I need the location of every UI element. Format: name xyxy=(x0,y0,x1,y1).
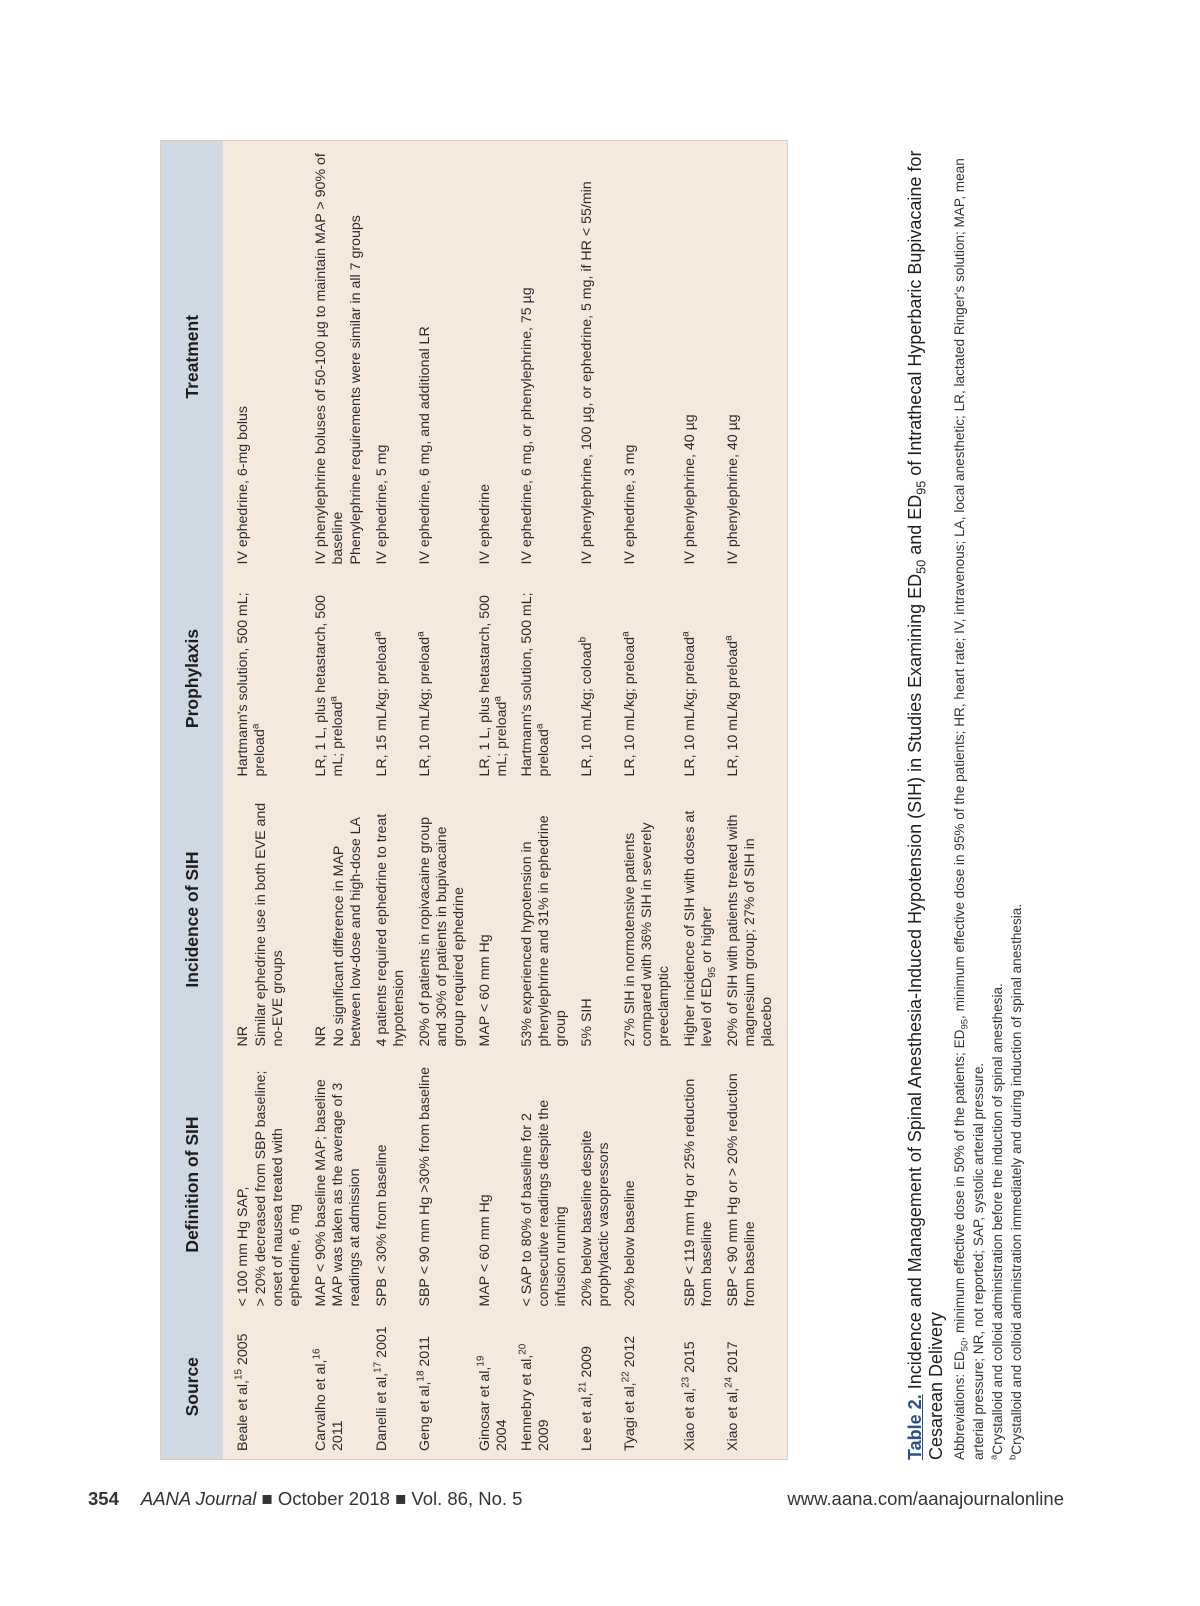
definition-line: 20% below baseline despite prophylactic vasopressors xyxy=(579,1130,612,1307)
cell-prophylaxis xyxy=(223,573,307,785)
source-ref: 23 xyxy=(680,1376,692,1388)
table-caption xyxy=(905,140,947,1460)
cell-definition xyxy=(368,1055,411,1315)
caption-text-2: and ED xyxy=(905,494,925,560)
table-row xyxy=(676,141,719,1460)
cell-source xyxy=(616,1315,676,1460)
source-year: 2015 xyxy=(682,1341,698,1377)
cell-source xyxy=(513,1315,573,1460)
footnote-mark: a xyxy=(534,723,546,730)
incidence-line: 20% of SIH with patients treated with magnesium group; 27% of SIH in placebo xyxy=(725,814,775,1047)
table-row xyxy=(616,141,676,1460)
incidence-sub: 95 xyxy=(706,966,718,978)
source-author: Ginosar et al, xyxy=(477,1366,493,1451)
source-ref: 22 xyxy=(620,1371,632,1383)
cell-source xyxy=(368,1315,411,1460)
incidence-line: NR xyxy=(235,1026,251,1047)
definition-line: > 20% decreased from SBP baseline; onset of nausea treated with ephedrine, 6 mg xyxy=(253,1070,303,1307)
caption-sub-2: 95 xyxy=(914,480,929,495)
incidence-line: No significant difference in MAP between low-dose and high-dose LA xyxy=(331,816,364,1047)
table-row xyxy=(307,141,368,1460)
cell-treatment xyxy=(676,141,719,573)
header-treatment: Treatment xyxy=(161,141,224,573)
treatment-line: IV phenylephrine, 100 µg, or ephedrine, 5 mg, if HR < 55/min xyxy=(579,181,595,565)
treatment-line: IV phenylephrine, 40 µg xyxy=(682,414,698,565)
treatment-line: IV ephedrine, 6-mg bolus xyxy=(235,405,251,565)
cell-incidence xyxy=(471,785,513,1055)
cell-prophylaxis xyxy=(307,573,368,785)
source-year: 2005 xyxy=(235,1333,251,1369)
cell-incidence xyxy=(223,785,307,1055)
treatment-line: IV ephedrine, 6 mg, or phenylephrine, 75 µg xyxy=(519,287,535,565)
cell-treatment xyxy=(411,141,471,573)
rotated-table-page xyxy=(160,140,1024,1460)
prophylaxis-text: Hartmann's solution, 500 mL; preload xyxy=(519,592,552,777)
incidence-text: or higher xyxy=(699,906,715,967)
cell-definition xyxy=(411,1055,471,1315)
prophylaxis-text: LR, 10 mL/kg; preload xyxy=(417,636,433,777)
prophylaxis-text: LR, 10 mL/kg; preload xyxy=(622,636,638,777)
source-ref: 21 xyxy=(577,1381,589,1393)
table-row xyxy=(223,141,307,1460)
definition-line: < SAP to 80% of baseline for 2 consecutive readings despite the infusion running xyxy=(519,1099,569,1307)
source-author: Lee et al, xyxy=(579,1392,595,1451)
cell-incidence xyxy=(368,785,411,1055)
treatment-line: IV ephedrine xyxy=(477,484,493,565)
cell-prophylaxis xyxy=(719,573,788,785)
page-footer xyxy=(88,1488,1064,1510)
table-notes xyxy=(950,140,1026,1460)
cell-source xyxy=(573,1315,616,1460)
source-year: 2009 xyxy=(579,1346,595,1382)
footnote-mark: a xyxy=(620,631,632,637)
prophylaxis-text: Hartmann's solution, 500 mL; preload xyxy=(235,592,268,777)
source-year: 2001 xyxy=(374,1326,390,1362)
cell-definition xyxy=(719,1055,788,1315)
abbrev-sub-2: 95 xyxy=(959,1018,971,1030)
cell-source xyxy=(676,1315,719,1460)
header-incidence: Incidence of SIH xyxy=(161,785,224,1055)
footnote-b xyxy=(1007,140,1026,1460)
cell-prophylaxis xyxy=(411,573,471,785)
issue-info: ■ October 2018 ■ Vol. 86, No. 5 xyxy=(256,1488,523,1509)
cell-prophylaxis xyxy=(573,573,616,785)
footnote-text: Crystalloid and colloid administration immediately and during induction of spinal anesthesia. xyxy=(1009,903,1024,1455)
source-ref: 18 xyxy=(415,1370,427,1382)
source-ref: 16 xyxy=(311,1348,323,1360)
definition-line: SBP < 119 mm Hg or 25% reduction from baseline xyxy=(682,1078,715,1307)
abbrev-text-1: Abbreviations: ED xyxy=(952,1351,967,1460)
cell-definition xyxy=(513,1055,573,1315)
definition-line: SBP < 90 mm Hg >30% from baseline xyxy=(417,1067,433,1307)
abbrev-text-3: , minimum effective dose in 95% of the patients; HR, heart rate; IV, intravenous; LA, local anesthetic; LR, lactated Ringer's solution; MAP, mean arterial pressure; NR, not reported; SAP, systolic arterial pressure. xyxy=(952,158,986,1460)
cell-definition xyxy=(223,1055,307,1315)
journal-name: AANA Journal xyxy=(140,1488,257,1509)
cell-definition xyxy=(573,1055,616,1315)
cell-incidence xyxy=(411,785,471,1055)
footnote-mark: a xyxy=(680,631,692,637)
caption-text-3: of Intrathecal Hyperbaric Bupivacaine for Cesarean Delivery xyxy=(905,150,946,1460)
definition-line: SPB < 30% from baseline xyxy=(374,1144,390,1307)
cell-treatment xyxy=(719,141,788,573)
source-author: Danelli et al, xyxy=(374,1372,390,1451)
footnote-a xyxy=(988,140,1007,1460)
cell-prophylaxis xyxy=(676,573,719,785)
cell-treatment xyxy=(471,141,513,573)
cell-incidence xyxy=(676,785,719,1055)
source-author: Hennebry et al, xyxy=(519,1354,535,1451)
definition-line: MAP < 60 mm Hg xyxy=(477,1194,493,1307)
source-year: 2012 xyxy=(622,1335,638,1372)
footnote-mark: a xyxy=(372,631,384,637)
footnote-mark: a xyxy=(988,1454,1000,1460)
header-source: Source xyxy=(161,1315,224,1460)
source-year: 2004 xyxy=(494,1419,510,1451)
prophylaxis-text: LR, 10 mL/kg; coload xyxy=(579,642,595,777)
cell-treatment xyxy=(616,141,676,573)
treatment-line: IV ephedrine, 5 mg xyxy=(374,444,390,565)
source-author: Carvalho et al, xyxy=(313,1359,329,1451)
cell-source xyxy=(471,1315,513,1460)
abbrev-sub-1: 50 xyxy=(959,1340,971,1352)
footnote-mark: a xyxy=(492,696,504,702)
source-author: Tyagi et al, xyxy=(622,1382,638,1451)
treatment-line: Phenylephrine requirements were similar in all 7 groups xyxy=(348,215,364,565)
source-ref: 19 xyxy=(475,1355,487,1367)
source-ref: 24 xyxy=(723,1376,735,1388)
footnote-mark: a xyxy=(328,696,340,702)
source-year: 2011 xyxy=(417,1336,433,1371)
treatment-line: IV ephedrine, 6 mg, and additional LR xyxy=(417,326,433,565)
cell-prophylaxis xyxy=(471,573,513,785)
cell-definition xyxy=(307,1055,368,1315)
cell-prophylaxis xyxy=(616,573,676,785)
table-row xyxy=(573,141,616,1460)
cell-treatment xyxy=(513,141,573,573)
treatment-line: IV phenylephrine, 40 µg xyxy=(725,414,741,565)
cell-incidence xyxy=(307,785,368,1055)
cell-definition xyxy=(676,1055,719,1315)
table-body xyxy=(223,141,788,1460)
abbreviations xyxy=(950,140,988,1460)
source-ref: 17 xyxy=(372,1361,384,1373)
cell-prophylaxis xyxy=(368,573,411,785)
cell-incidence xyxy=(719,785,788,1055)
cell-definition xyxy=(616,1055,676,1315)
footnote-mark: a xyxy=(250,723,262,730)
header-prophylaxis: Prophylaxis xyxy=(161,573,224,785)
treatment-line: IV phenylephrine boluses of 50-100 µg to maintain MAP > 90% of baseline xyxy=(313,153,346,565)
cell-treatment xyxy=(307,141,368,573)
table-row xyxy=(719,141,788,1460)
incidence-line: 5% SIH xyxy=(579,998,595,1047)
incidence-text: Higher incidence of SIH with doses at level of ED xyxy=(682,810,715,1047)
incidence-line: 20% of patients in ropivacaine group and 30% of patients in bupivacaine group required ephedrine xyxy=(417,816,467,1047)
cell-incidence xyxy=(573,785,616,1055)
incidence-line xyxy=(682,793,716,1047)
footnote-mark: a xyxy=(415,631,427,637)
cell-prophylaxis xyxy=(513,573,573,785)
definition-line: SBP < 90 mm Hg or > 20% reduction from baseline xyxy=(725,1073,758,1307)
source-author: Xiao et al, xyxy=(725,1387,741,1451)
source-author: Xiao et al, xyxy=(682,1387,698,1451)
incidence-line: Similar ephedrine use in both EVE and no-EVE groups xyxy=(253,802,286,1047)
source-year: 2017 xyxy=(725,1341,741,1377)
prophylaxis-text: LR, 10 mL/kg preload xyxy=(725,640,741,777)
prophylaxis-text: LR, 15 mL/kg; preload xyxy=(374,636,390,777)
table-header-row xyxy=(161,141,224,1460)
footnote-text: Crystalloid and colloid administration before the induction of spinal anesthesia. xyxy=(990,983,1005,1455)
definition-line: 20% below baseline xyxy=(622,1180,638,1307)
table-row xyxy=(411,141,471,1460)
source-year: 2009 xyxy=(536,1419,552,1451)
table-row xyxy=(368,141,411,1460)
incidence-line: MAP < 60 mm Hg xyxy=(477,934,493,1047)
footnote-mark: b xyxy=(1007,1454,1019,1460)
source-ref: 15 xyxy=(233,1368,245,1380)
definition-line: MAP < 90% baseline MAP; baseline MAP was taken as the average of 3 readings at admission xyxy=(313,1079,363,1307)
treatment-line: IV ephedrine, 3 mg xyxy=(622,444,638,565)
source-year: 2011 xyxy=(330,1420,346,1451)
footnote-mark: a xyxy=(723,635,735,641)
cell-source xyxy=(223,1315,307,1460)
incidence-line: NR xyxy=(313,1026,329,1047)
data-table xyxy=(160,140,788,1460)
prophylaxis-text: LR, 1 L, plus hetastarch, 500 mL; preload xyxy=(313,595,346,777)
caption-text-1: Incidence and Management of Spinal Anesthesia-Induced Hypotension (SIH) in Studies Examining ED xyxy=(905,573,925,1395)
definition-line: < 100 mm Hg SAP, xyxy=(235,1186,251,1307)
cell-incidence xyxy=(616,785,676,1055)
incidence-line: 27% SIH in normotensive patients compared with 36% SIH in severely preeclamptic xyxy=(622,822,672,1047)
header-definition: Definition of SIH xyxy=(161,1055,224,1315)
table-row xyxy=(513,141,573,1460)
cell-treatment xyxy=(573,141,616,573)
cell-treatment xyxy=(368,141,411,573)
cell-definition xyxy=(471,1055,513,1315)
cell-source xyxy=(411,1315,471,1460)
source-author: Beale et al, xyxy=(235,1380,251,1451)
cell-source xyxy=(307,1315,368,1460)
journal-url-link[interactable]: www.aana.com/aanajournalonline xyxy=(787,1488,1064,1509)
cell-treatment xyxy=(223,141,307,573)
table-label: Table 2. xyxy=(905,1394,925,1460)
prophylaxis-text: LR, 10 mL/kg; preload xyxy=(682,636,698,777)
incidence-line: 53% experienced hypotension in phenylephrine and 31% in ephedrine group xyxy=(519,815,569,1047)
prophylaxis-text: LR, 1 L, plus hetastarch, 500 mL; preload xyxy=(477,595,510,777)
cell-incidence xyxy=(513,785,573,1055)
caption-sub-1: 50 xyxy=(914,559,929,574)
incidence-line: 4 patients required ephedrine to treat hypotension xyxy=(374,813,407,1047)
cell-source xyxy=(719,1315,788,1460)
abbrev-text-2: , minimum effective dose in 50% of the patients; ED xyxy=(952,1029,967,1341)
page-number: 354 xyxy=(88,1488,119,1509)
source-author: Geng et al, xyxy=(417,1381,433,1451)
footnote-mark: b xyxy=(577,636,589,643)
table-row xyxy=(471,141,513,1460)
source-ref: 20 xyxy=(517,1343,529,1355)
